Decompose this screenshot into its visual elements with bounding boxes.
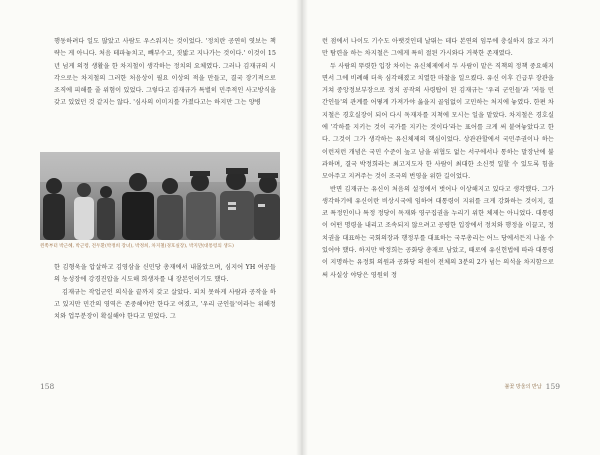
- right-footer: [505, 382, 560, 391]
- paragraph: 반면 김재규는 유신이 처음의 설정에서 벗어나 이상해지고 있다고 생각했다. 그가 생각하기에 유신이란 비상시국에 임하여 대통령이 지위를 크게 강화하는 것이지, 결코 특정인이나 특정 정당이 독재와 영구집권을 누리기 위한 체제는 아니었다. 대통령이 어떤 명령을 내리고 조속되지 않으려고 공평한 입장에서 정치와 행정을 이끌고, 정치권을 대표하는 국회의장과 행정부를 대표하는 국무총리는 어느 당에서든지 나올 수 있어야 했다. 하지만 박정희는 공화당 총재로 남았고, 때로에 유신헌법에 따라 대통령이 지명하는 유정회 의원과 공화당 의원이 전체의 3분의 2가 넘는 의석을 차지함으로써 사실상 야당은 영원히 정: [322, 185, 554, 279]
- page-number-left: 158: [40, 382, 55, 391]
- photo-illustration: [40, 152, 280, 240]
- historical-photo: [40, 152, 280, 240]
- paragraph: 두 사람의 뚜렷한 입장 차이는 유신체제에서 두 사람이 맡은 직책의 정책 중요해지면서 그에 비례해 더욱 심각해졌고 치열한 마찰을 일으켰다. 유신 이후 긴급부 장관을 거쳐 중앙정보부장으로 정치 공작의 사령탑이 된 김재규는 '우리 군인들'과 '저들 민간인들'의 관계를 어떻게 가져가야 옳을지 골임없이 고민하는 처지에 놓였다. 한편 차지철은 경호실장이 되어 다시 독재자를 지척에 모시는 일을 맡았다. 차지철은 경호실에 '각하를 지키는 것이 국가를 지키는 것이다'라는 표어를 크게 써 붙여놓았다고 한다. 그것이 그가 생각하는 유신체제의 핵심이었다. 상관관할에서 국민주권이나 하는 이런저런 개념은 국민 수준이 높고 남을 위협도 없는 서구에서나 통하는 말장난에 불과하며, 결국 박정희라는 최고지도자 한 사람이 최대한 소신껏 일할 수 있도록 힘을 모아주고 지켜주는 것이 조국의 번영을 위한 길이었다.: [322, 62, 554, 181]
- right-main-text: [322, 36, 554, 282]
- left-bottom-text: [54, 262, 276, 323]
- paragraph: 한 김형욱을 압살하고 김영삼을 신민당 총재에서 내몰았으며, 심지어 YH 여공들의 농성장에 강경진압을 시도해 희생자를 내 장본인이기도 했다.: [54, 264, 276, 284]
- running-head: 불꽃 방울의 반납: [504, 384, 542, 390]
- page-number-right: 159: [545, 382, 560, 391]
- left-top-text: [54, 36, 276, 110]
- paragraph: 김재규는 작업군인 의식을 끝까지 갖고 살았다. 피치 못하게 사람과 공작을 하고 있지만 민간의 영역은 존중해야만 한다고 여겼고, '우리 군인들'이라는 위해정치와 업무분장이 확실해야 한다고 믿었다. 그: [54, 288, 276, 321]
- photo-caption: 왼쪽부터 박근혜, 박근령, 전두환(박정희 장녀), 박정희, 차지철(경호실장), 박지만(대통령의 생도): [40, 244, 234, 249]
- paragraph: 행동하려다 일도 많았고 사람도 우스워지는 것이었다. '정치란 공연히 엿보는 책략는 게 아니다. 처음 테파놓치고, 빼부수고, 짓밟고 지나가는 것이다.' 이것이 15년 넘게 의정 생활을 한 차지철이 생각하는 정치의 요체였다. 그러나 김재규의 시각으로는 차지철의 그러한 처음상이 필요 이상의 적을 만들고, 결국 장기적으로 조직에 피해를 줄 위험이 있었다. 그렇다고 김재규가 특별히 민주적인 사고방식을 갖고 있었던 것 같지는 않다. '심사의 이미지를 가졌다고는 하지만 그는 양병: [54, 38, 276, 107]
- paragraph: 런 점에서 나이도 기수도 아랫것인데 날뛰는 데다 본연의 임무에 충실하지 않고 자기만 탐련을 하는 차지철은 그에게 특히 절된 가시와다 거북한 존재였다.: [322, 38, 554, 58]
- right-page: [304, 0, 600, 455]
